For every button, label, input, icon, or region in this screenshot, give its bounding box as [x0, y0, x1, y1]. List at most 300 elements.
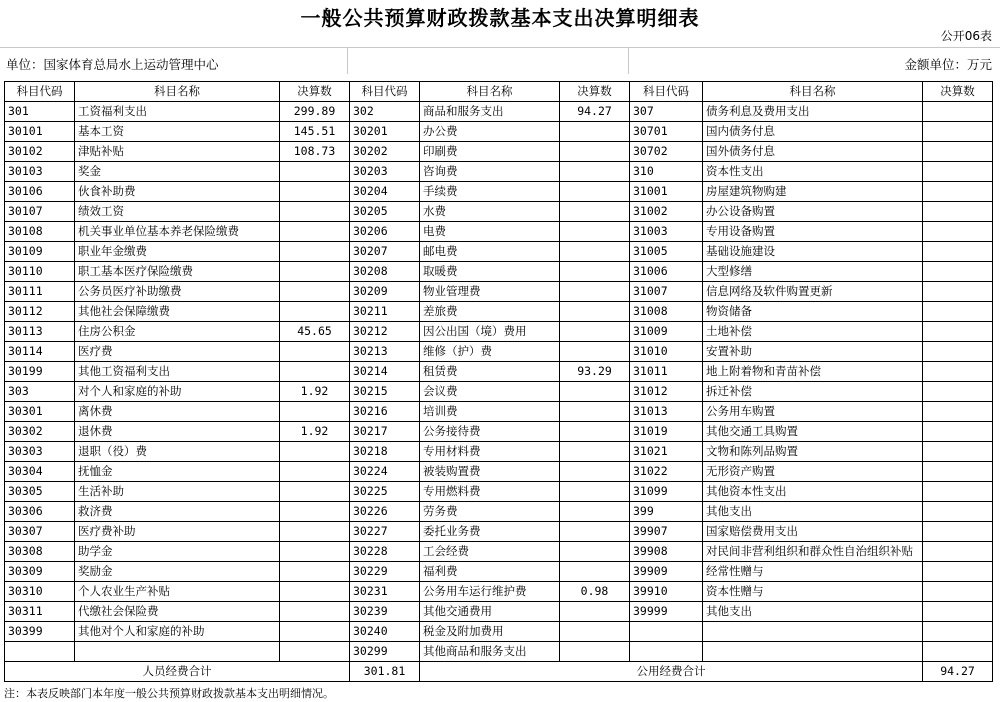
name-cell: 公务员医疗补助缴费 [75, 282, 280, 302]
code-cell: 30108 [5, 222, 75, 242]
name-cell: 资本性赠与 [703, 582, 923, 602]
name-cell: 离休费 [75, 402, 280, 422]
name-cell: 土地补偿 [703, 322, 923, 342]
table-row [5, 642, 993, 662]
code-cell: 30109 [5, 242, 75, 262]
code-cell: 30209 [350, 282, 420, 302]
name-cell: 专用燃料费 [420, 482, 560, 502]
name-cell: 其他对个人和家庭的补助 [75, 622, 280, 642]
name-cell: 福利费 [420, 562, 560, 582]
code-cell: 30203 [350, 162, 420, 182]
name-cell: 劳务费 [420, 502, 560, 522]
name-cell: 代缴社会保险费 [75, 602, 280, 622]
code-cell: 31010 [630, 342, 703, 362]
code-cell: 30212 [350, 322, 420, 342]
amount-cell [560, 142, 630, 162]
amount-cell [923, 362, 993, 382]
name-cell: 国外债务付息 [703, 142, 923, 162]
amount-cell [560, 262, 630, 282]
name-cell: 其他交通费用 [420, 602, 560, 622]
header-cell: 科目名称 [420, 82, 560, 102]
code-cell: 30102 [5, 142, 75, 162]
code-cell: 302 [350, 102, 420, 122]
name-cell: 工资福利支出 [75, 102, 280, 122]
code-cell: 30101 [5, 122, 75, 142]
name-cell: 大型修缮 [703, 262, 923, 282]
code-cell: 31012 [630, 382, 703, 402]
amount-cell [923, 622, 993, 642]
divider [347, 48, 348, 74]
code-cell: 39907 [630, 522, 703, 542]
name-cell: 抚恤金 [75, 462, 280, 482]
name-cell: 经常性赠与 [703, 562, 923, 582]
name-cell: 个人农业生产补贴 [75, 582, 280, 602]
code-cell: 31007 [630, 282, 703, 302]
amount-cell [560, 322, 630, 342]
code-cell: 30227 [350, 522, 420, 542]
amount-cell [923, 242, 993, 262]
name-cell: 住房公积金 [75, 322, 280, 342]
amount-cell: 0.98 [560, 582, 630, 602]
code-cell: 39999 [630, 602, 703, 622]
code-cell: 30304 [5, 462, 75, 482]
name-cell: 其他商品和服务支出 [420, 642, 560, 662]
name-cell: 职业年金缴费 [75, 242, 280, 262]
amount-cell [923, 342, 993, 362]
amount-cell [280, 222, 350, 242]
name-cell: 公务接待费 [420, 422, 560, 442]
name-cell: 基础设施建设 [703, 242, 923, 262]
code-cell: 31022 [630, 462, 703, 482]
money-unit-label: 金额单位：万元 [904, 57, 992, 72]
name-cell: 因公出国（境）费用 [420, 322, 560, 342]
amount-cell [560, 602, 630, 622]
name-cell: 伙食补助费 [75, 182, 280, 202]
code-cell: 30702 [630, 142, 703, 162]
code-cell: 307 [630, 102, 703, 122]
code-cell: 30199 [5, 362, 75, 382]
name-cell: 拆迁补偿 [703, 382, 923, 402]
name-cell: 退职（役）费 [75, 442, 280, 462]
table-row [5, 182, 993, 202]
amount-cell [560, 342, 630, 362]
code-cell: 30211 [350, 302, 420, 322]
name-cell: 机关事业单位基本养老保险缴费 [75, 222, 280, 242]
amount-cell [560, 162, 630, 182]
amount-cell [923, 602, 993, 622]
code-cell [5, 642, 75, 662]
name-cell: 医疗费补助 [75, 522, 280, 542]
code-cell: 30231 [350, 582, 420, 602]
amount-cell [923, 102, 993, 122]
name-cell: 手续费 [420, 182, 560, 202]
code-cell: 30206 [350, 222, 420, 242]
code-cell: 31005 [630, 242, 703, 262]
amount-cell [560, 222, 630, 242]
code-cell: 30226 [350, 502, 420, 522]
code-cell: 30310 [5, 582, 75, 602]
code-cell: 30306 [5, 502, 75, 522]
name-cell [75, 642, 280, 662]
table-row [5, 562, 993, 582]
amount-cell [560, 622, 630, 642]
amount-cell [280, 482, 350, 502]
totals-row [5, 662, 993, 682]
code-cell: 30228 [350, 542, 420, 562]
amount-cell [923, 142, 993, 162]
amount-cell [923, 462, 993, 482]
code-cell: 30301 [5, 402, 75, 422]
name-cell: 专用材料费 [420, 442, 560, 462]
amount-cell [280, 282, 350, 302]
code-cell: 303 [5, 382, 75, 402]
code-cell: 30302 [5, 422, 75, 442]
code-cell: 30201 [350, 122, 420, 142]
amount-cell [560, 122, 630, 142]
amount-cell [923, 542, 993, 562]
code-cell: 39908 [630, 542, 703, 562]
amount-cell [280, 542, 350, 562]
code-cell: 30216 [350, 402, 420, 422]
amount-cell: 94.27 [560, 102, 630, 122]
amount-cell: 93.29 [560, 362, 630, 382]
table-row [5, 322, 993, 342]
amount-cell [560, 542, 630, 562]
name-cell: 生活补助 [75, 482, 280, 502]
name-cell: 对个人和家庭的补助 [75, 382, 280, 402]
table-row [5, 262, 993, 282]
amount-cell [923, 422, 993, 442]
code-cell: 30202 [350, 142, 420, 162]
name-cell: 办公费 [420, 122, 560, 142]
amount-cell [923, 562, 993, 582]
code-cell: 31019 [630, 422, 703, 442]
code-cell [630, 622, 703, 642]
code-cell: 31021 [630, 442, 703, 462]
amount-cell [560, 202, 630, 222]
amount-cell [923, 302, 993, 322]
amount-cell: 299.89 [280, 102, 350, 122]
table-row [5, 342, 993, 362]
code-cell: 30106 [5, 182, 75, 202]
header-row [5, 82, 993, 102]
table-row [5, 542, 993, 562]
name-cell: 其他资本性支出 [703, 482, 923, 502]
code-cell: 31001 [630, 182, 703, 202]
table-row [5, 482, 993, 502]
code-cell: 30208 [350, 262, 420, 282]
amount-cell [923, 442, 993, 462]
code-cell: 30240 [350, 622, 420, 642]
code-cell: 31013 [630, 402, 703, 422]
name-cell: 税金及附加费用 [420, 622, 560, 642]
amount-cell [280, 642, 350, 662]
name-cell: 咨询费 [420, 162, 560, 182]
code-cell: 30399 [5, 622, 75, 642]
name-cell: 安置补助 [703, 342, 923, 362]
header-cell: 科目代码 [630, 82, 703, 102]
amount-cell [560, 402, 630, 422]
code-cell: 30114 [5, 342, 75, 362]
amount-cell [280, 602, 350, 622]
name-cell: 国家赔偿费用支出 [703, 522, 923, 542]
name-cell [703, 622, 923, 642]
page-title: 一般公共预算财政拨款基本支出决算明细表 [300, 6, 700, 30]
table-row [5, 382, 993, 402]
name-cell: 奖励金 [75, 562, 280, 582]
name-cell: 救济费 [75, 502, 280, 522]
code-cell: 399 [630, 502, 703, 522]
amount-cell [560, 502, 630, 522]
amount-cell [280, 622, 350, 642]
amount-cell [923, 262, 993, 282]
code-cell: 31003 [630, 222, 703, 242]
code-cell: 39909 [630, 562, 703, 582]
name-cell: 培训费 [420, 402, 560, 422]
amount-cell [923, 482, 993, 502]
amount-cell [280, 582, 350, 602]
header-cell: 决算数 [923, 82, 993, 102]
meta-bar [0, 47, 1000, 74]
name-cell: 地上附着物和青苗补偿 [703, 362, 923, 382]
name-cell: 基本工资 [75, 122, 280, 142]
code-cell: 30215 [350, 382, 420, 402]
name-cell: 印刷费 [420, 142, 560, 162]
name-cell: 委托业务费 [420, 522, 560, 542]
header-cell: 科目名称 [703, 82, 923, 102]
code-cell: 30111 [5, 282, 75, 302]
table-row [5, 202, 993, 222]
code-cell: 30213 [350, 342, 420, 362]
amount-cell: 1.92 [280, 382, 350, 402]
amount-cell [923, 122, 993, 142]
table-row [5, 622, 993, 642]
name-cell: 文物和陈列品购置 [703, 442, 923, 462]
code-cell: 30239 [350, 602, 420, 622]
amount-cell [560, 522, 630, 542]
name-cell: 被装购置费 [420, 462, 560, 482]
amount-cell [280, 562, 350, 582]
code-cell: 30107 [5, 202, 75, 222]
name-cell: 绩效工资 [75, 202, 280, 222]
amount-cell [560, 462, 630, 482]
name-cell: 物业管理费 [420, 282, 560, 302]
header-cell: 决算数 [560, 82, 630, 102]
code-cell: 30305 [5, 482, 75, 502]
code-cell: 30229 [350, 562, 420, 582]
code-cell: 31009 [630, 322, 703, 342]
amount-cell [923, 202, 993, 222]
amount-cell [923, 502, 993, 522]
amount-cell [560, 182, 630, 202]
amount-cell [560, 642, 630, 662]
code-cell: 30299 [350, 642, 420, 662]
expenditure-table [4, 81, 993, 682]
header-cell: 科目代码 [5, 82, 75, 102]
amount-cell [280, 362, 350, 382]
amount-cell [560, 382, 630, 402]
amount-cell [923, 222, 993, 242]
name-cell: 物资储备 [703, 302, 923, 322]
name-cell: 资本性支出 [703, 162, 923, 182]
code-cell [630, 642, 703, 662]
code-cell: 31099 [630, 482, 703, 502]
code-cell: 30204 [350, 182, 420, 202]
amount-cell [923, 182, 993, 202]
table-row [5, 142, 993, 162]
amount-cell [923, 162, 993, 182]
code-cell: 30113 [5, 322, 75, 342]
code-cell: 30309 [5, 562, 75, 582]
code-cell: 31002 [630, 202, 703, 222]
name-cell: 其他社会保障缴费 [75, 302, 280, 322]
name-cell: 工会经费 [420, 542, 560, 562]
name-cell: 对民间非营利组织和群众性自治组织补贴 [703, 542, 923, 562]
name-cell: 商品和服务支出 [420, 102, 560, 122]
public-total-label: 公用经费合计 [420, 662, 923, 682]
code-cell: 30103 [5, 162, 75, 182]
amount-cell [560, 562, 630, 582]
table-row [5, 522, 993, 542]
name-cell: 办公设备购置 [703, 202, 923, 222]
code-cell: 31011 [630, 362, 703, 382]
name-cell: 公务用车购置 [703, 402, 923, 422]
name-cell: 租赁费 [420, 362, 560, 382]
name-cell: 房屋建筑物购建 [703, 182, 923, 202]
name-cell: 其他支出 [703, 502, 923, 522]
code-cell: 30205 [350, 202, 420, 222]
code-cell: 30311 [5, 602, 75, 622]
amount-cell: 145.51 [280, 122, 350, 142]
code-cell: 31008 [630, 302, 703, 322]
code-cell: 30224 [350, 462, 420, 482]
amount-cell [280, 202, 350, 222]
amount-cell [560, 242, 630, 262]
amount-cell [560, 482, 630, 502]
code-cell: 301 [5, 102, 75, 122]
amount-cell [560, 282, 630, 302]
table-row [5, 422, 993, 442]
header-cell: 科目代码 [350, 82, 420, 102]
amount-cell [280, 442, 350, 462]
name-cell: 其他支出 [703, 602, 923, 622]
table-row [5, 282, 993, 302]
table-row [5, 402, 993, 422]
amount-cell: 108.73 [280, 142, 350, 162]
name-cell: 维修（护）费 [420, 342, 560, 362]
name-cell: 电费 [420, 222, 560, 242]
name-cell: 会议费 [420, 382, 560, 402]
table-row [5, 462, 993, 482]
amount-cell: 45.65 [280, 322, 350, 342]
amount-cell [280, 502, 350, 522]
table-row [5, 222, 993, 242]
table-row [5, 442, 993, 462]
code-cell: 30214 [350, 362, 420, 382]
table-row [5, 582, 993, 602]
personnel-total-value: 301.81 [350, 662, 420, 682]
name-cell: 奖金 [75, 162, 280, 182]
table-row [5, 602, 993, 622]
table-row [5, 502, 993, 522]
amount-cell [560, 422, 630, 442]
table-row [5, 302, 993, 322]
name-cell: 水费 [420, 202, 560, 222]
name-cell: 无形资产购置 [703, 462, 923, 482]
code-cell: 30303 [5, 442, 75, 462]
unit-label: 单位：国家体育总局水上运动管理中心 [6, 57, 219, 72]
amount-cell [923, 522, 993, 542]
code-cell: 310 [630, 162, 703, 182]
form-number: 公开06表 [940, 29, 992, 43]
amount-cell [923, 282, 993, 302]
code-cell: 30225 [350, 482, 420, 502]
amount-cell [280, 302, 350, 322]
name-cell: 债务利息及费用支出 [703, 102, 923, 122]
code-cell: 30110 [5, 262, 75, 282]
amount-cell [280, 182, 350, 202]
amount-cell [280, 342, 350, 362]
amount-cell [560, 442, 630, 462]
name-cell: 津贴补贴 [75, 142, 280, 162]
amount-cell [923, 322, 993, 342]
amount-cell: 1.92 [280, 422, 350, 442]
amount-cell [280, 242, 350, 262]
table-row [5, 122, 993, 142]
table-row [5, 162, 993, 182]
name-cell: 其他交通工具购置 [703, 422, 923, 442]
public-total-value: 94.27 [923, 662, 993, 682]
name-cell: 其他工资福利支出 [75, 362, 280, 382]
code-cell: 31006 [630, 262, 703, 282]
amount-cell [280, 522, 350, 542]
name-cell: 公务用车运行维护费 [420, 582, 560, 602]
name-cell: 邮电费 [420, 242, 560, 262]
code-cell: 30701 [630, 122, 703, 142]
name-cell: 国内债务付息 [703, 122, 923, 142]
name-cell: 职工基本医疗保险缴费 [75, 262, 280, 282]
header-cell: 决算数 [280, 82, 350, 102]
code-cell: 30112 [5, 302, 75, 322]
amount-cell [923, 382, 993, 402]
code-cell: 30207 [350, 242, 420, 262]
name-cell: 医疗费 [75, 342, 280, 362]
code-cell: 30308 [5, 542, 75, 562]
personnel-total-label: 人员经费合计 [5, 662, 350, 682]
code-cell: 30218 [350, 442, 420, 462]
name-cell: 助学金 [75, 542, 280, 562]
code-cell: 39910 [630, 582, 703, 602]
table-row [5, 102, 993, 122]
name-cell: 信息网络及软件购置更新 [703, 282, 923, 302]
name-cell: 差旅费 [420, 302, 560, 322]
name-cell [703, 642, 923, 662]
code-cell: 30217 [350, 422, 420, 442]
amount-cell [923, 642, 993, 662]
amount-cell [280, 462, 350, 482]
amount-cell [560, 302, 630, 322]
code-cell: 30307 [5, 522, 75, 542]
footnote: 注：本表反映部门本年度一般公共预算财政拨款基本支出明细情况。 [4, 687, 334, 700]
amount-cell [923, 402, 993, 422]
table-row [5, 242, 993, 262]
amount-cell [923, 582, 993, 602]
name-cell: 专用设备购置 [703, 222, 923, 242]
name-cell: 退休费 [75, 422, 280, 442]
amount-cell [280, 162, 350, 182]
name-cell: 取暖费 [420, 262, 560, 282]
amount-cell [280, 402, 350, 422]
